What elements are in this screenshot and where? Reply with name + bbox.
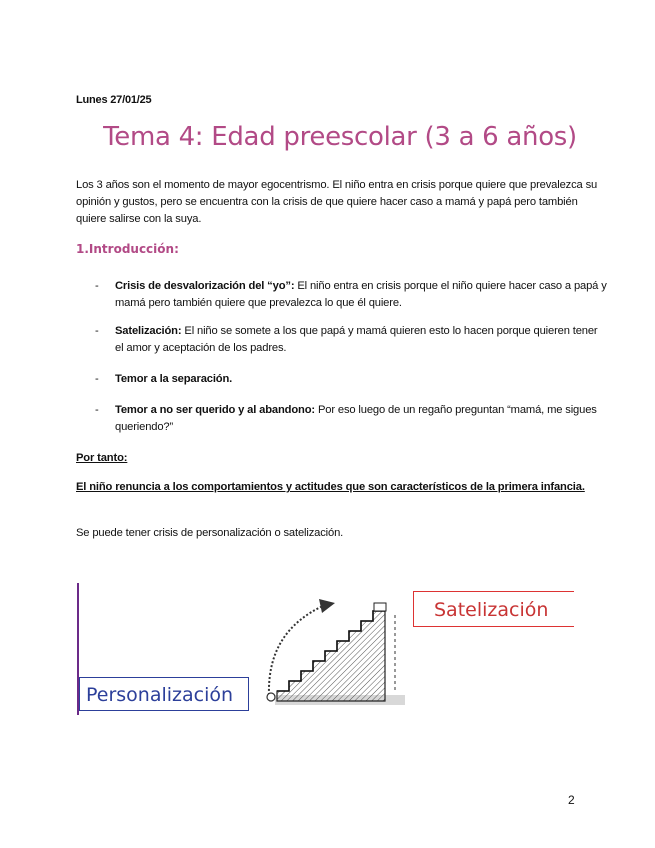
intro-paragraph: Los 3 años son el momento de mayor egocentrismo. El niño entra en crisis porque quiere que prevalezca su opinión y gustos, pero se encuentra con la crisis de que quiere hacer caso a mamá y papá pero también quiere salirse con la suya.: [76, 179, 598, 225]
bullet-term: Temor a la separación.: [115, 373, 233, 385]
personalizacion-label: Personalización: [86, 684, 234, 706]
conclusion-text: El niño renuncia a los comportamientos y actitudes que son característicos de la primera infancia.: [76, 481, 585, 493]
bullet-dash: -: [95, 373, 99, 385]
bullet-term: Crisis de desvalorización del “yo”:: [115, 280, 295, 292]
date-label: Lunes 27/01/25: [76, 94, 152, 106]
staircase-arrow-icon: [255, 591, 415, 715]
page-title: Tema 4: Edad preescolar (3 a 6 años): [103, 122, 577, 152]
bullet-term: Satelización:: [115, 325, 182, 337]
bullet-term: Temor a no ser querido y al abandono:: [115, 404, 315, 416]
bullet-description: Por eso luego de un regaño preguntan “mamá, me sigues queriendo?”: [115, 404, 597, 433]
figure: [77, 583, 577, 718]
bullet-dash: -: [95, 404, 99, 416]
section-heading: 1.Introducción:: [76, 242, 179, 256]
bullet-description: El niño se somete a los que papá y mamá quieren esto lo hacen porque quieren tener el amor y aceptación de los padres.: [115, 325, 598, 354]
crisis-note: Se puede tener crisis de personalización o satelización.: [76, 527, 344, 539]
page-number: 2: [568, 793, 575, 807]
bullet-dash: -: [95, 280, 99, 292]
bullet-description: El niño entra en crisis porque el niño quiere hacer caso a papá y mamá pero también quiere que prevalezca lo que él quiere.: [115, 280, 607, 309]
bullet-dash: -: [95, 325, 99, 337]
personalizacion-label-box: [79, 677, 249, 711]
por-tanto-label: Por tanto:: [76, 452, 128, 464]
satelizacion-label: Satelización: [434, 599, 549, 621]
satelizacion-label-box: [413, 591, 574, 627]
